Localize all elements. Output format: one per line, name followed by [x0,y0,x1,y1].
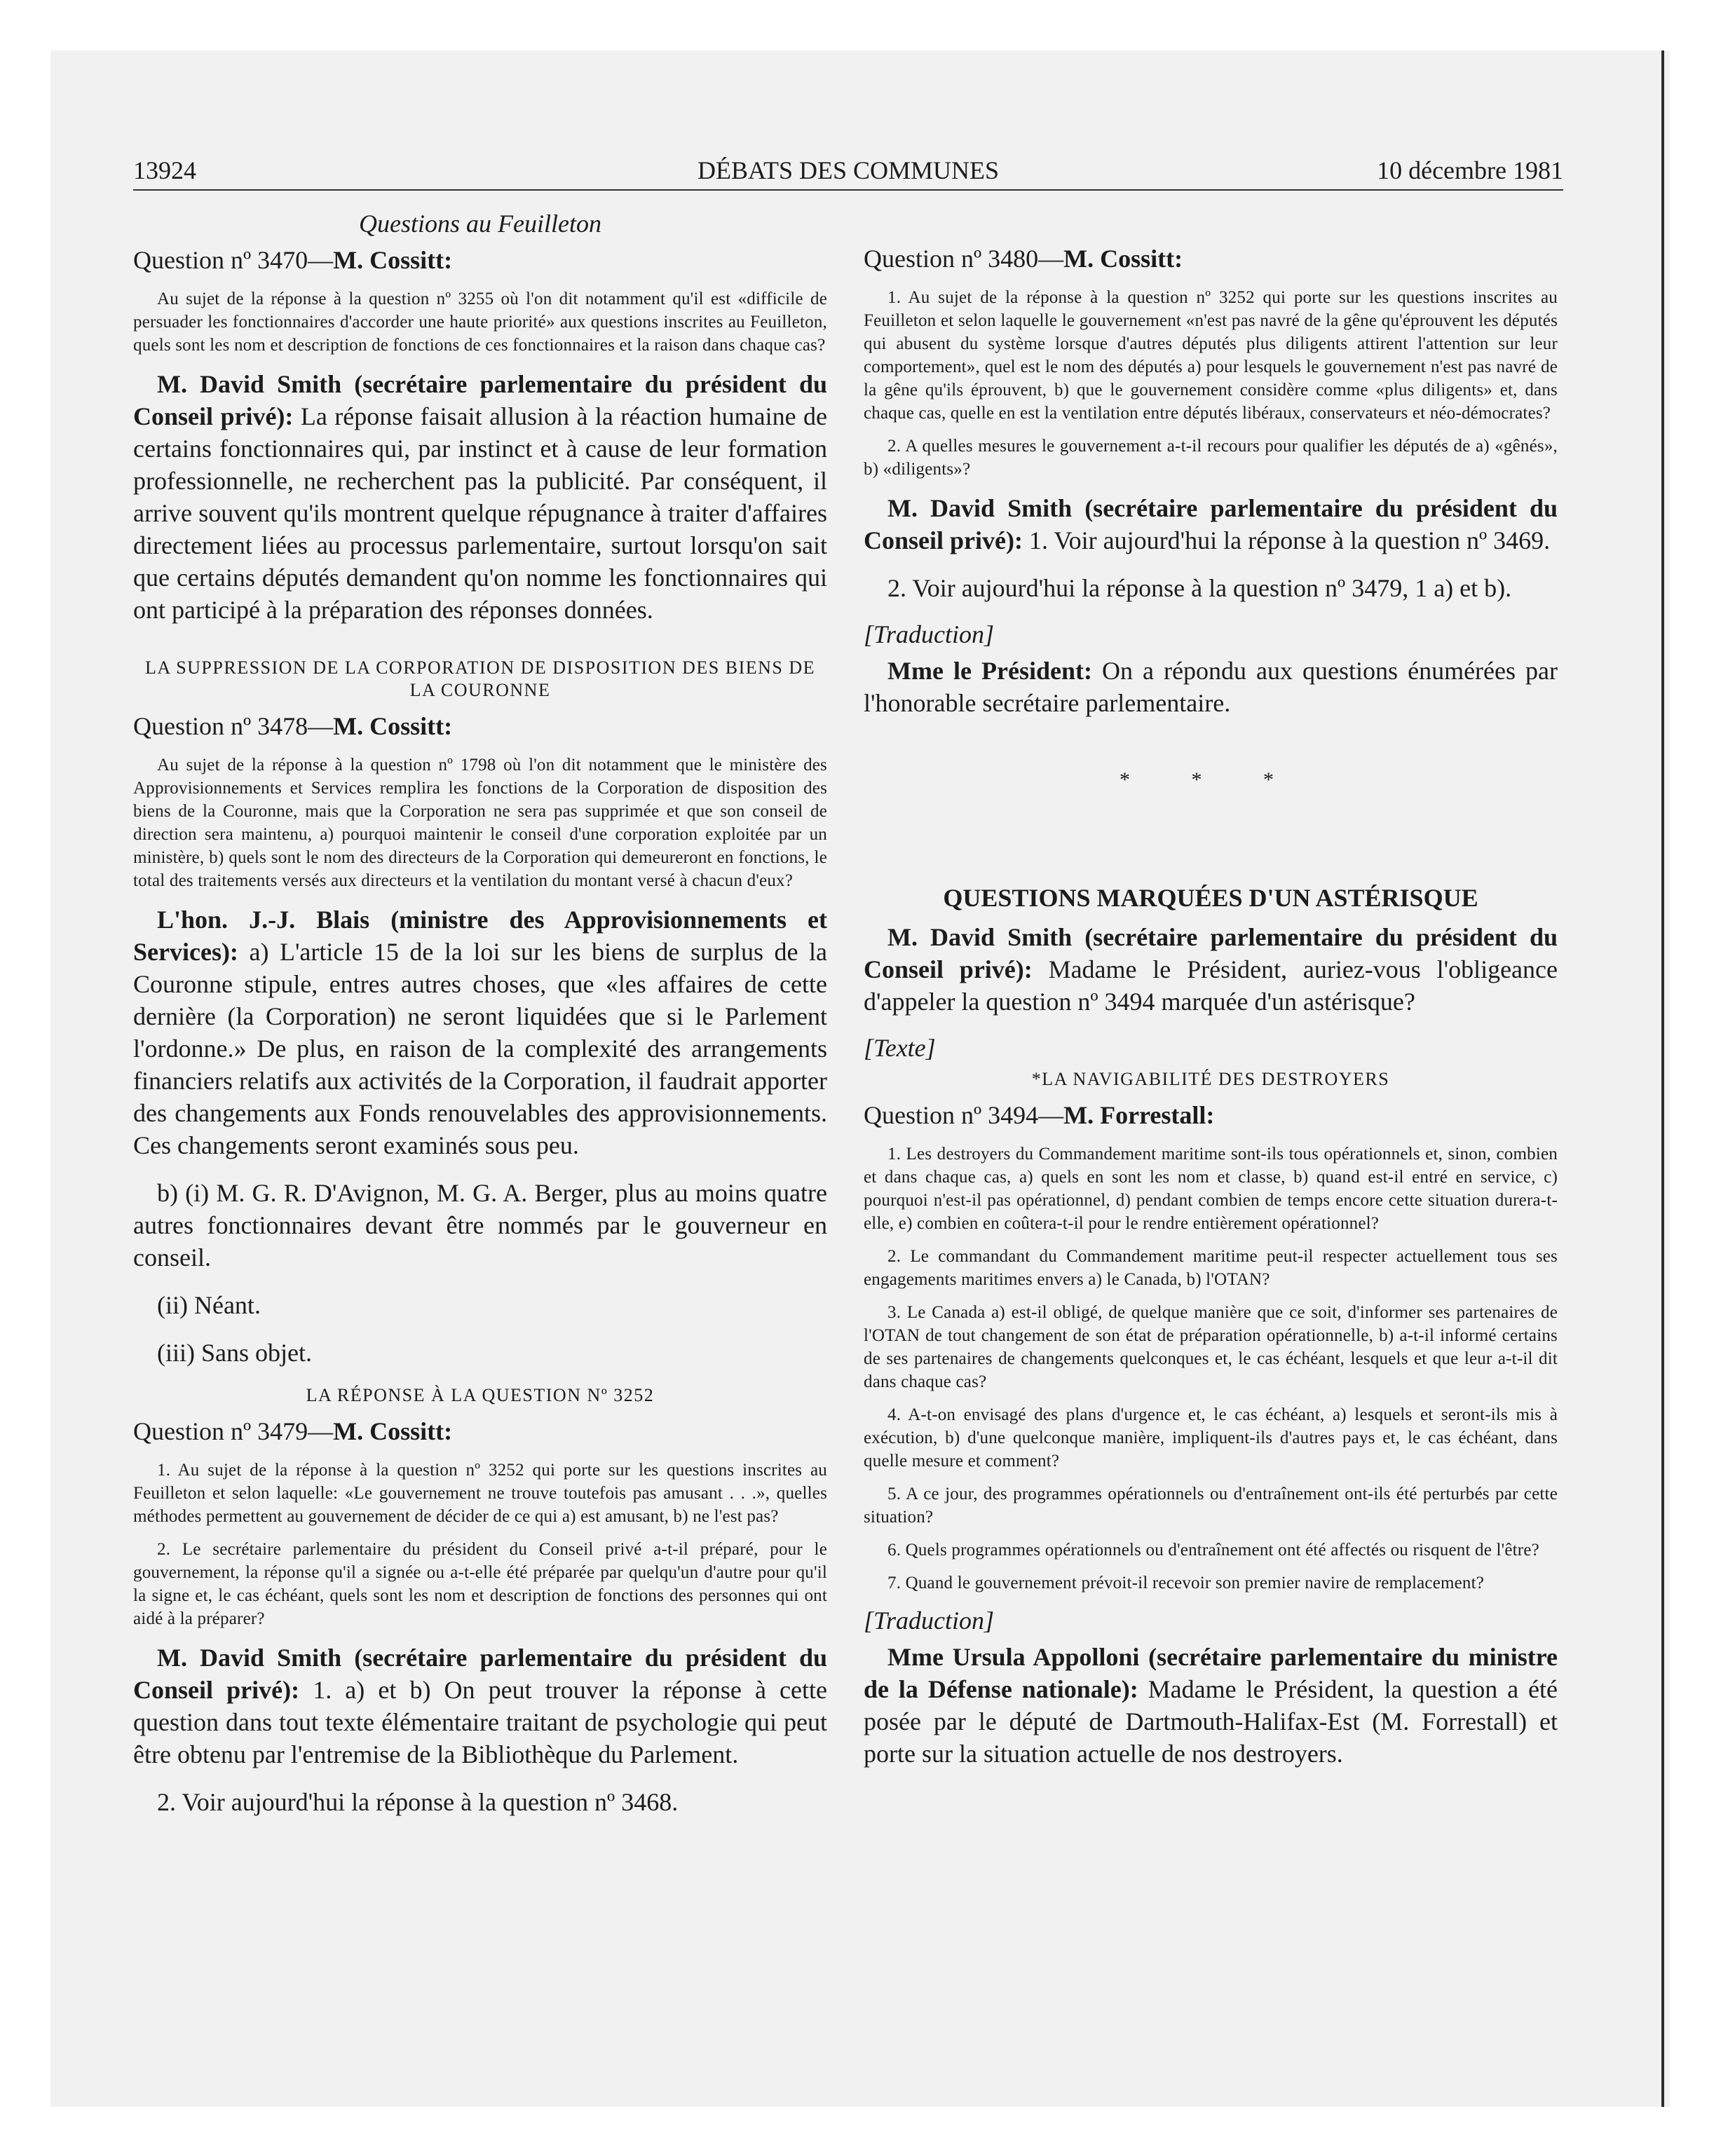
section-divider: * * * [1120,768,1302,791]
question-asker: M. Cossitt: [333,1417,453,1445]
answer-paragraph [864,492,1558,557]
answer-paragraph: 2. Voir aujourd'hui la réponse à la question nº 3479, 1 a) et b). [887,574,1512,602]
question-asker: M. Forrestall: [1063,1101,1215,1129]
question-paragraph: 7. Quand le gouvernement prévoit-il recevoir son premier navire de remplacement? [887,1574,1485,1592]
question-paragraph: 3. Le Canada a) est-il obligé, de quelque manière que ce soit, d'informer ses partenaires de l'OTAN de tout changement de son état de préparation opérationnelle, b) a-t-il informé certains de ses partenaires de changements quelconques et, le cas échéant, lesquels et que leur a-t-il dit dans chaque cas? [864,1303,1558,1391]
answer-text: Madame le Président, auriez-vous l'obligeance d'appeler la question nº 3494 marquée d'un astérisque? [864,955,1558,1016]
question-heading [864,1100,1558,1130]
question-label: Question nº 3479— [133,1417,334,1445]
question-text [864,286,1558,481]
page-header [133,154,1563,191]
answer-paragraph: b) (i) M. G. R. D'Avignon, M. G. A. Berger, plus au moins quatre autres fonctionnaires devant être nommés par le gouverneur en conseil. [133,1179,827,1271]
question-heading [133,245,827,275]
question-label: Question nº 3480— [864,245,1064,273]
speaker-name: L'hon. J.-J. Blais (ministre des Approvisionnements et Services): [133,906,827,966]
speaker-name: M. David Smith (secrétaire parlementaire du président du Conseil privé): [133,370,827,430]
question-text [133,1459,827,1630]
subsection-title: LA SUPPRESSION DE LA CORPORATION DE DISPOSITION DES BIENS DE LA COURONNE [144,657,816,700]
question-asker: M. Cossitt: [333,712,453,740]
question-asker: M. Cossitt: [1063,245,1183,273]
subsection-title: *LA NAVIGABILITÉ DES DESTROYERS [1031,1069,1390,1089]
question-text [864,1142,1558,1595]
page-number: 13924 [133,156,196,184]
question-paragraph: 2. A quelles mesures le gouvernement a-t-il recours pour qualifier les députés de a) «gênés», b) «diligents»? [864,437,1558,479]
question-heading [133,711,827,741]
question-paragraph: 2. Le commandant du Commandement maritime peut-il respecter actuellement tous ses engagements maritimes envers a) le Canada, b) l'OTAN? [864,1247,1558,1289]
question-paragraph: 5. A ce jour, des programmes opérationnels ou d'entraînement ont-ils été perturbés par cette situation? [864,1485,1558,1527]
speaker-name: M. David Smith (secrétaire parlementaire du président du Conseil privé): [133,1644,827,1704]
answer-paragraph [133,1642,827,1770]
question-paragraph: 4. A-t-on envisagé des plans d'urgence et, le cas échéant, a) lesquels et seront-ils mis à exécution, b) d'une quelconque manière, impliquent-ils d'autres pays et, le cas échéant, dans quelle mesure et comment? [864,1405,1558,1471]
answer-paragraph [133,903,827,1161]
speaker-name: Mme le Président: [887,657,1092,685]
answer-item: (iii) Sans objet. [157,1339,312,1367]
question-heading [133,1417,827,1446]
answer-text: Madame le Président, la question a été posée par le député de Dartmouth-Halifax-Est (M. Forrestall) et porte sur la situation actuelle de nos destroyers. [864,1675,1558,1768]
question-paragraph: 2. Le secrétaire parlementaire du président du Conseil privé a-t-il préparé, pour le gouvernement, la réponse qu'il a signée ou a-t-elle été préparée par quelqu'un d'autre pour qu'il la signe et, le cas échéant, quels sont les nom et description de fonctions des personnes qui ont aidé à la préparer? [133,1540,827,1628]
left-column [133,203,827,1834]
answer-paragraph [864,921,1558,1018]
answer-text: La réponse faisait allusion à la réaction humaine de certains fonctionnaires qui, par instinct et à cause de leur formation professionnelle, ne recherchent pas la publicité. Par conséquent, il arrive souvent qu'ils montrent quelque répugnance à traiter d'affaires directement liées au processus parlementaire, surtout lorsqu'on sait que certains députés demandent qu'on nomme les fonctionnaires qui ont participé à la préparation des réponses données. [133,402,827,624]
answer-paragraph [133,368,827,626]
answer-text: 1. a) et b) On peut trouver la réponse à cette question dans tout texte élémentaire traitant de psychologie qui peut être obtenu par l'entremise de la Bibliothèque du Parlement. [133,1676,827,1768]
question-label: Question nº 3478— [133,712,334,740]
question-paragraph: Au sujet de la réponse à la question nº 1798 où l'on dit notamment que le ministère des Approvisionnements et Services remplira les fonctions de la Corporation de disposition des biens de la Couronne, mais que la Corporation ne sera pas supprimée et que son conseil de direction sera maintenu, a) pourquoi maintenir le conseil d'une corporation exploitée par un ministère, b) quels sont le nom des directeurs de la Corporation qui demeureront en fonctions, le total des traitements versés aux directeurs et la ventilation du montant versé à chacun d'eux? [133,756,827,890]
right-column [864,203,1558,1785]
section-heading: QUESTIONS MARQUÉES D'UN ASTÉRISQUE [943,884,1478,912]
speaker-name: M. David Smith (secrétaire parlementaire du président du Conseil privé): [864,494,1558,554]
question-text [133,753,827,892]
vertical-rule [1661,50,1664,2107]
answer-item: (ii) Néant. [157,1291,261,1319]
answer-paragraph [864,1641,1558,1770]
speaker-name: Mme Ursula Appolloni (secrétaire parlementaire du ministre de la Défense nationale): [864,1643,1558,1703]
answer-text: On a répondu aux questions énumérées par l'honorable secrétaire parlementaire. [864,657,1558,717]
question-paragraph: 1. Les destroyers du Commandement maritime sont-ils tous opérationnels et, sinon, combien et dans chaque cas, a) quels en sont les nom et classe, b) quand est-il entré en service, c) pourquoi n'est-il pas opérationnel, d) pendant combien de temps encore cette situation durera-t-elle, e) combien en coûtera-t-il pour le rendre entièrement opérationnel? [864,1145,1558,1233]
question-heading [864,244,1558,273]
question-paragraph: 1. Au sujet de la réponse à la question nº 3252 qui porte sur les questions inscrites au Feuilleton et selon laquelle le gouvernement «n'est pas navré de la gêne qu'éprouvent les députés qui abusent du système lorsque d'autres députés plus diligents attirent l'attention sur leur comportement», quel est le nom des députés a) pour lesquels le gouvernement n'est pas navré de la gêne qu'ils éprouvent, b) que le gouvernement considère comme «plus diligents» et, dans chaque cas, quelle en est la ventilation entre députés libéraux, conservateurs et néo-démocrates? [864,288,1558,423]
question-label: Question nº 3494— [864,1101,1064,1129]
page-date: 10 décembre 1981 [1377,156,1563,184]
question-paragraph: Au sujet de la réponse à la question nº 3255 où l'on dit notamment qu'il est «difficile de persuader les fonctionnaires d'accorder une haute priorité» aux questions inscrites au Feuilleton, quels sont les nom et description de fonctions de ces fonctionnaires et la raison dans chaque cas? [133,289,827,355]
subsection-title: LA RÉPONSE À LA QUESTION Nº 3252 [306,1385,655,1405]
question-text [133,287,827,357]
translation-marker: [Traduction] [864,620,995,648]
answer-paragraph [864,655,1558,719]
question-paragraph: 6. Quels programmes opérationnels ou d'entraînement ont été affectés ou risquent de l'être? [887,1541,1539,1560]
question-paragraph: 1. Au sujet de la réponse à la question nº 3252 qui porte sur les questions inscrites au Feuilleton et selon laquelle: «Le gouvernement ne trouve toutefois pas amusant . . .», quelles méthodes permettent au gouvernement de décider de ce qui a) est amusant, b) ne l'est pas? [133,1461,827,1526]
publication-title: DÉBATS DES COMMUNES [697,156,1000,184]
section-title: Questions au Feuilleton [359,210,601,238]
answer-text: 1. Voir aujourd'hui la réponse à la question nº 3469. [1028,526,1551,554]
speaker-name: M. David Smith (secrétaire parlementaire du président du Conseil privé): [864,923,1558,983]
answer-paragraph: 2. Voir aujourd'hui la réponse à la question nº 3468. [157,1788,679,1816]
question-asker: M. Cossitt: [333,246,453,274]
question-label: Question nº 3470— [133,246,334,274]
translation-marker: [Traduction] [864,1606,995,1635]
text-marker: [Texte] [864,1034,936,1062]
answer-text: a) L'article 15 de la loi sur les biens de surplus de la Couronne stipule, entres autres choses, que «les affaires de cette dernière (la Corporation) ne seront liquidées que si le Parlement l'ordonne.» De plus, en raison de la complexité des arrangements financiers relatifs aux activités de la Corporation, il faudrait apporter des changements aux Fonds renouvelables des approvisionnements. Ces changements seront examinés sous peu. [133,938,828,1159]
